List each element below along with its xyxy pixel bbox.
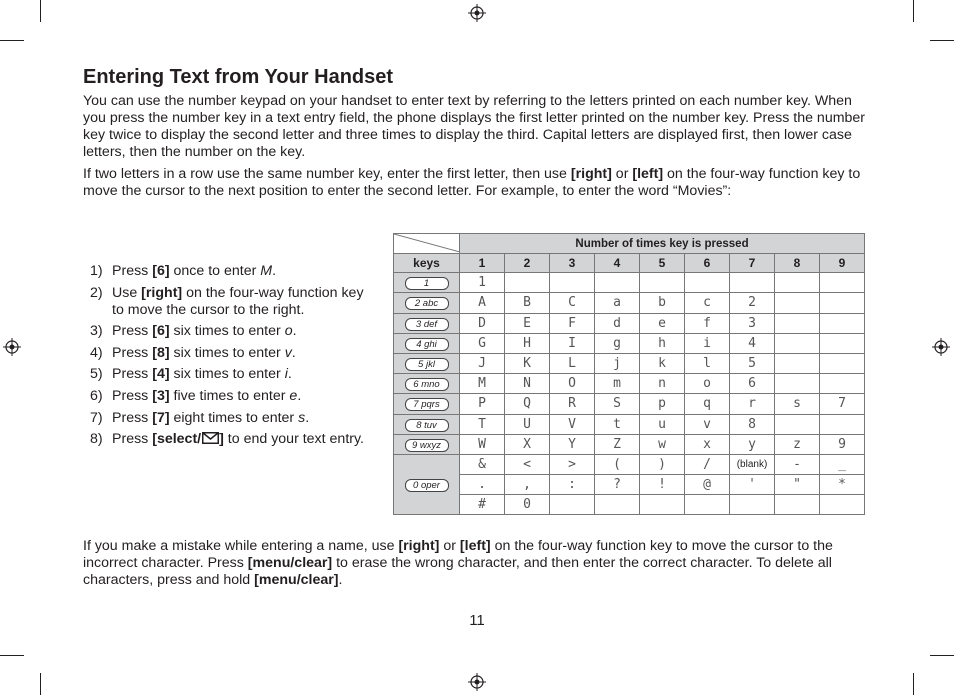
char-cell xyxy=(820,273,865,293)
step-number: 8) xyxy=(90,431,103,448)
bold-key-text: [left] xyxy=(459,538,491,554)
char-cell: > xyxy=(550,454,595,474)
crop-mark xyxy=(0,655,24,656)
text-run: Press xyxy=(112,366,153,383)
crop-mark xyxy=(913,673,914,695)
bold-key-text: [6] xyxy=(152,263,170,279)
char-cell xyxy=(820,313,865,333)
text-run: six times to enter xyxy=(169,344,285,361)
key-cell xyxy=(394,414,460,434)
char-cell: m xyxy=(595,374,640,394)
char-cell: ! xyxy=(640,475,685,495)
crop-mark xyxy=(40,0,41,22)
text-run: You can use the number keypad on your handset to enter text by referring to the letters printed on each number key. When you press the number key in a text entry field, the phone displays the first letter printed on the number key. Press the number key twice to display the second letter and three times to display the third. Capital letters are displayed first, then lower case letters, then the number on the key. xyxy=(83,93,866,160)
char-cell: 0 xyxy=(505,495,550,515)
step-item xyxy=(86,388,376,405)
char-cell: a xyxy=(595,293,640,313)
char-cell: k xyxy=(640,353,685,373)
step-item xyxy=(86,431,376,448)
key-cell xyxy=(394,293,460,313)
bold-key-text: [menu/clear] xyxy=(247,555,333,571)
char-cell: ( xyxy=(595,454,640,474)
char-cell: 7 xyxy=(820,394,865,414)
keypad-key-icon: 3 def xyxy=(405,318,449,331)
char-cell: 8 xyxy=(730,414,775,434)
char-cell: u xyxy=(640,414,685,434)
char-cell: 6 xyxy=(730,374,775,394)
char-cell xyxy=(775,333,820,353)
char-cell: b xyxy=(640,293,685,313)
keypad-key-icon: 1 xyxy=(405,277,449,290)
step-number: 3) xyxy=(90,323,103,340)
step-item xyxy=(86,366,376,383)
char-cell xyxy=(820,293,865,313)
char-cell xyxy=(775,353,820,373)
text-run: If two letters in a row use the same number key, enter the first letter, then use xyxy=(83,166,571,182)
char-cell xyxy=(550,495,595,515)
bold-key-text: [8] xyxy=(152,344,170,361)
char-cell xyxy=(640,273,685,293)
char-cell: l xyxy=(685,353,730,373)
table-row xyxy=(394,414,865,434)
char-cell xyxy=(640,495,685,515)
char-cell xyxy=(775,313,820,333)
char-cell: 3 xyxy=(730,313,775,333)
character-table xyxy=(393,233,865,515)
char-cell: t xyxy=(595,414,640,434)
text-run: once to enter xyxy=(169,263,261,279)
keypad-key-icon: 9 wxyz xyxy=(405,439,449,452)
key-cell xyxy=(394,313,460,333)
bold-key-text: [right] xyxy=(398,538,440,554)
bold-key-text: [3] xyxy=(152,387,170,404)
char-cell: h xyxy=(640,333,685,353)
char-cell: d xyxy=(595,313,640,333)
text-run: six times to enter xyxy=(169,366,285,383)
char-cell: - xyxy=(775,454,820,474)
char-cell: Z xyxy=(595,434,640,454)
keys-header: keys xyxy=(394,254,460,273)
char-cell: z xyxy=(775,434,820,454)
char-cell: : xyxy=(550,475,595,495)
step-item xyxy=(86,285,376,319)
char-cell: C xyxy=(550,293,595,313)
char-cell: , xyxy=(505,475,550,495)
char-cell: F xyxy=(550,313,595,333)
press-count-header: 3 xyxy=(550,254,595,273)
step-number: 2) xyxy=(90,284,103,301)
char-cell: I xyxy=(550,333,595,353)
keypad-key-icon: 5 jkl xyxy=(405,358,449,371)
bold-key-text: [right] xyxy=(570,166,612,182)
char-cell: " xyxy=(775,475,820,495)
char-cell: # xyxy=(460,495,505,515)
table-row xyxy=(394,293,865,313)
text-run: or xyxy=(611,166,633,182)
crop-mark xyxy=(930,655,954,656)
text-run: . xyxy=(291,344,296,361)
keypad-key-icon: 2 abc xyxy=(405,297,449,310)
table-row xyxy=(394,475,865,495)
char-cell: 4 xyxy=(730,333,775,353)
char-cell: A xyxy=(460,293,505,313)
char-cell: L xyxy=(550,353,595,373)
steps-list xyxy=(86,263,376,453)
char-cell: ' xyxy=(730,475,775,495)
char-cell xyxy=(820,495,865,515)
char-cell: J xyxy=(460,353,505,373)
table-row xyxy=(394,333,865,353)
text-run: Press xyxy=(112,344,153,361)
key-cell xyxy=(394,333,460,353)
key-cell xyxy=(394,394,460,414)
char-cell: c xyxy=(685,293,730,313)
italic-letter-text: e xyxy=(289,387,298,404)
char-cell: x xyxy=(685,434,730,454)
outro-paragraph xyxy=(83,538,873,589)
table-row xyxy=(394,495,865,515)
italic-letter-text: i xyxy=(284,366,288,383)
registration-mark-icon xyxy=(468,673,486,691)
text-run: on the four-way function key to move the cursor to the next position to enter the second letter. For example, to enter the word “Movies”: xyxy=(83,166,861,199)
char-cell: _ xyxy=(820,454,865,474)
char-cell: G xyxy=(460,333,505,353)
step-number: 6) xyxy=(90,387,103,404)
char-cell xyxy=(775,495,820,515)
bold-key-text: ] xyxy=(219,431,224,448)
keypad-key-icon: 8 tuv xyxy=(405,419,449,432)
text-run: five times to enter xyxy=(169,387,290,404)
italic-letter-text: s xyxy=(298,409,306,426)
intro-paragraph-2 xyxy=(83,166,873,200)
table-row xyxy=(394,374,865,394)
crop-mark xyxy=(930,40,954,41)
step-number: 5) xyxy=(90,366,103,383)
char-cell: U xyxy=(505,414,550,434)
text-run: Press xyxy=(112,431,153,448)
table-row xyxy=(394,394,865,414)
key-cell xyxy=(394,454,460,515)
envelope-icon xyxy=(202,432,219,444)
registration-mark-icon xyxy=(932,338,950,356)
press-count-header: 9 xyxy=(820,254,865,273)
page-heading: Entering Text from Your Handset xyxy=(83,66,394,88)
char-cell xyxy=(820,353,865,373)
char-cell: p xyxy=(640,394,685,414)
char-cell: V xyxy=(550,414,595,434)
keypad-key-icon: 6 mno xyxy=(405,378,449,391)
char-cell: W xyxy=(460,434,505,454)
char-cell xyxy=(775,414,820,434)
char-cell: < xyxy=(505,454,550,474)
char-cell: M xyxy=(460,374,505,394)
keypad-key-icon: 4 ghi xyxy=(405,338,449,351)
char-cell: o xyxy=(685,374,730,394)
step-number: 4) xyxy=(90,344,103,361)
char-cell xyxy=(595,273,640,293)
keypad-key-icon: 7 pqrs xyxy=(405,398,449,411)
char-cell xyxy=(820,333,865,353)
text-run: on the four-way function key to move the cursor to the right. xyxy=(112,284,364,318)
table-row xyxy=(394,353,865,373)
char-cell xyxy=(775,273,820,293)
char-cell: @ xyxy=(685,475,730,495)
table-corner xyxy=(394,234,460,254)
press-count-header: 2 xyxy=(505,254,550,273)
bold-key-text: [6] xyxy=(152,323,170,340)
char-cell: K xyxy=(505,353,550,373)
char-cell: n xyxy=(640,374,685,394)
text-run: to end your text entry. xyxy=(223,431,364,448)
page-number: 11 xyxy=(469,612,485,629)
char-cell: R xyxy=(550,394,595,414)
registration-mark-icon xyxy=(468,4,486,22)
char-cell: f xyxy=(685,313,730,333)
text-run: . xyxy=(305,409,310,426)
char-cell xyxy=(775,293,820,313)
press-count-header: 8 xyxy=(775,254,820,273)
char-cell: s xyxy=(775,394,820,414)
text-run: Press xyxy=(112,387,153,404)
press-count-header: 4 xyxy=(595,254,640,273)
char-cell: v xyxy=(685,414,730,434)
key-cell xyxy=(394,374,460,394)
italic-letter-text: o xyxy=(284,323,293,340)
bold-key-text: [menu/clear] xyxy=(254,572,339,588)
char-cell: (blank) xyxy=(730,454,775,474)
char-cell: 1 xyxy=(460,273,505,293)
press-count-header: 1 xyxy=(460,254,505,273)
table-row xyxy=(394,434,865,454)
char-cell xyxy=(685,495,730,515)
char-cell xyxy=(730,495,775,515)
char-cell: q xyxy=(685,394,730,414)
table-row xyxy=(394,313,865,333)
key-cell xyxy=(394,434,460,454)
char-cell: 2 xyxy=(730,293,775,313)
char-cell xyxy=(820,414,865,434)
step-number: 1) xyxy=(90,263,103,279)
char-cell: N xyxy=(505,374,550,394)
text-run: six times to enter xyxy=(169,323,285,340)
italic-letter-text: v xyxy=(284,344,292,361)
text-run: on the four-way function key to move the cursor to the incorrect character. Press xyxy=(83,538,833,571)
char-cell: D xyxy=(460,313,505,333)
char-cell: H xyxy=(505,333,550,353)
step-item xyxy=(86,263,376,280)
press-count-header: 6 xyxy=(685,254,730,273)
registration-mark-icon xyxy=(3,338,21,356)
char-cell: 5 xyxy=(730,353,775,373)
char-cell xyxy=(820,374,865,394)
char-cell: . xyxy=(460,475,505,495)
char-cell xyxy=(685,273,730,293)
crop-mark xyxy=(913,0,914,22)
char-cell: * xyxy=(820,475,865,495)
key-cell xyxy=(394,353,460,373)
char-cell: j xyxy=(595,353,640,373)
table-row xyxy=(394,454,865,474)
step-item xyxy=(86,410,376,427)
bold-key-text: [4] xyxy=(152,366,170,383)
char-cell: ? xyxy=(595,475,640,495)
char-cell: E xyxy=(505,313,550,333)
char-cell: y xyxy=(730,434,775,454)
crop-mark xyxy=(40,673,41,695)
step-item xyxy=(86,323,376,340)
text-run: If you make a mistake while entering a name, use xyxy=(83,538,399,554)
char-cell xyxy=(730,273,775,293)
keypad-key-icon: 0 oper xyxy=(405,479,449,492)
char-cell: & xyxy=(460,454,505,474)
bold-key-text: [left] xyxy=(632,166,664,182)
text-run: . xyxy=(292,323,297,340)
text-run: Press xyxy=(112,409,153,426)
bold-key-text: [7] xyxy=(152,409,170,426)
char-cell: Q xyxy=(505,394,550,414)
char-cell: r xyxy=(730,394,775,414)
text-run: . xyxy=(297,387,302,404)
char-cell: S xyxy=(595,394,640,414)
char-cell: B xyxy=(505,293,550,313)
italic-letter-text: M xyxy=(260,263,273,279)
text-run: to erase the wrong character, and then enter the correct character. To delete all characters, press and hold xyxy=(83,555,832,588)
key-cell xyxy=(394,273,460,293)
char-cell: i xyxy=(685,333,730,353)
text-run: . xyxy=(287,366,292,383)
char-cell: T xyxy=(460,414,505,434)
char-cell xyxy=(775,374,820,394)
char-cell xyxy=(550,273,595,293)
char-cell: O xyxy=(550,374,595,394)
char-cell: e xyxy=(640,313,685,333)
char-cell: X xyxy=(505,434,550,454)
press-count-header: 7 xyxy=(730,254,775,273)
text-run: Press xyxy=(112,263,153,279)
intro-paragraph-1 xyxy=(83,93,873,161)
table-row xyxy=(394,273,865,293)
text-run: eight times to enter xyxy=(169,409,299,426)
table-title: Number of times key is pressed xyxy=(460,234,865,254)
char-cell: Y xyxy=(550,434,595,454)
text-run: Use xyxy=(112,284,142,301)
char-cell xyxy=(595,495,640,515)
char-cell: g xyxy=(595,333,640,353)
corner-diagonal xyxy=(394,234,460,252)
crop-mark xyxy=(0,40,24,41)
step-number: 7) xyxy=(90,409,103,426)
text-run: or xyxy=(439,538,460,554)
text-run: Press xyxy=(112,323,153,340)
char-cell: 9 xyxy=(820,434,865,454)
bold-key-text: [select/ xyxy=(152,431,202,448)
char-cell: P xyxy=(460,394,505,414)
text-run: . xyxy=(272,263,277,279)
char-cell: ) xyxy=(640,454,685,474)
press-count-header: 5 xyxy=(640,254,685,273)
bold-key-text: [right] xyxy=(141,284,183,301)
char-cell: / xyxy=(685,454,730,474)
text-run: . xyxy=(338,572,343,588)
char-cell: w xyxy=(640,434,685,454)
step-item xyxy=(86,345,376,362)
char-cell xyxy=(505,273,550,293)
